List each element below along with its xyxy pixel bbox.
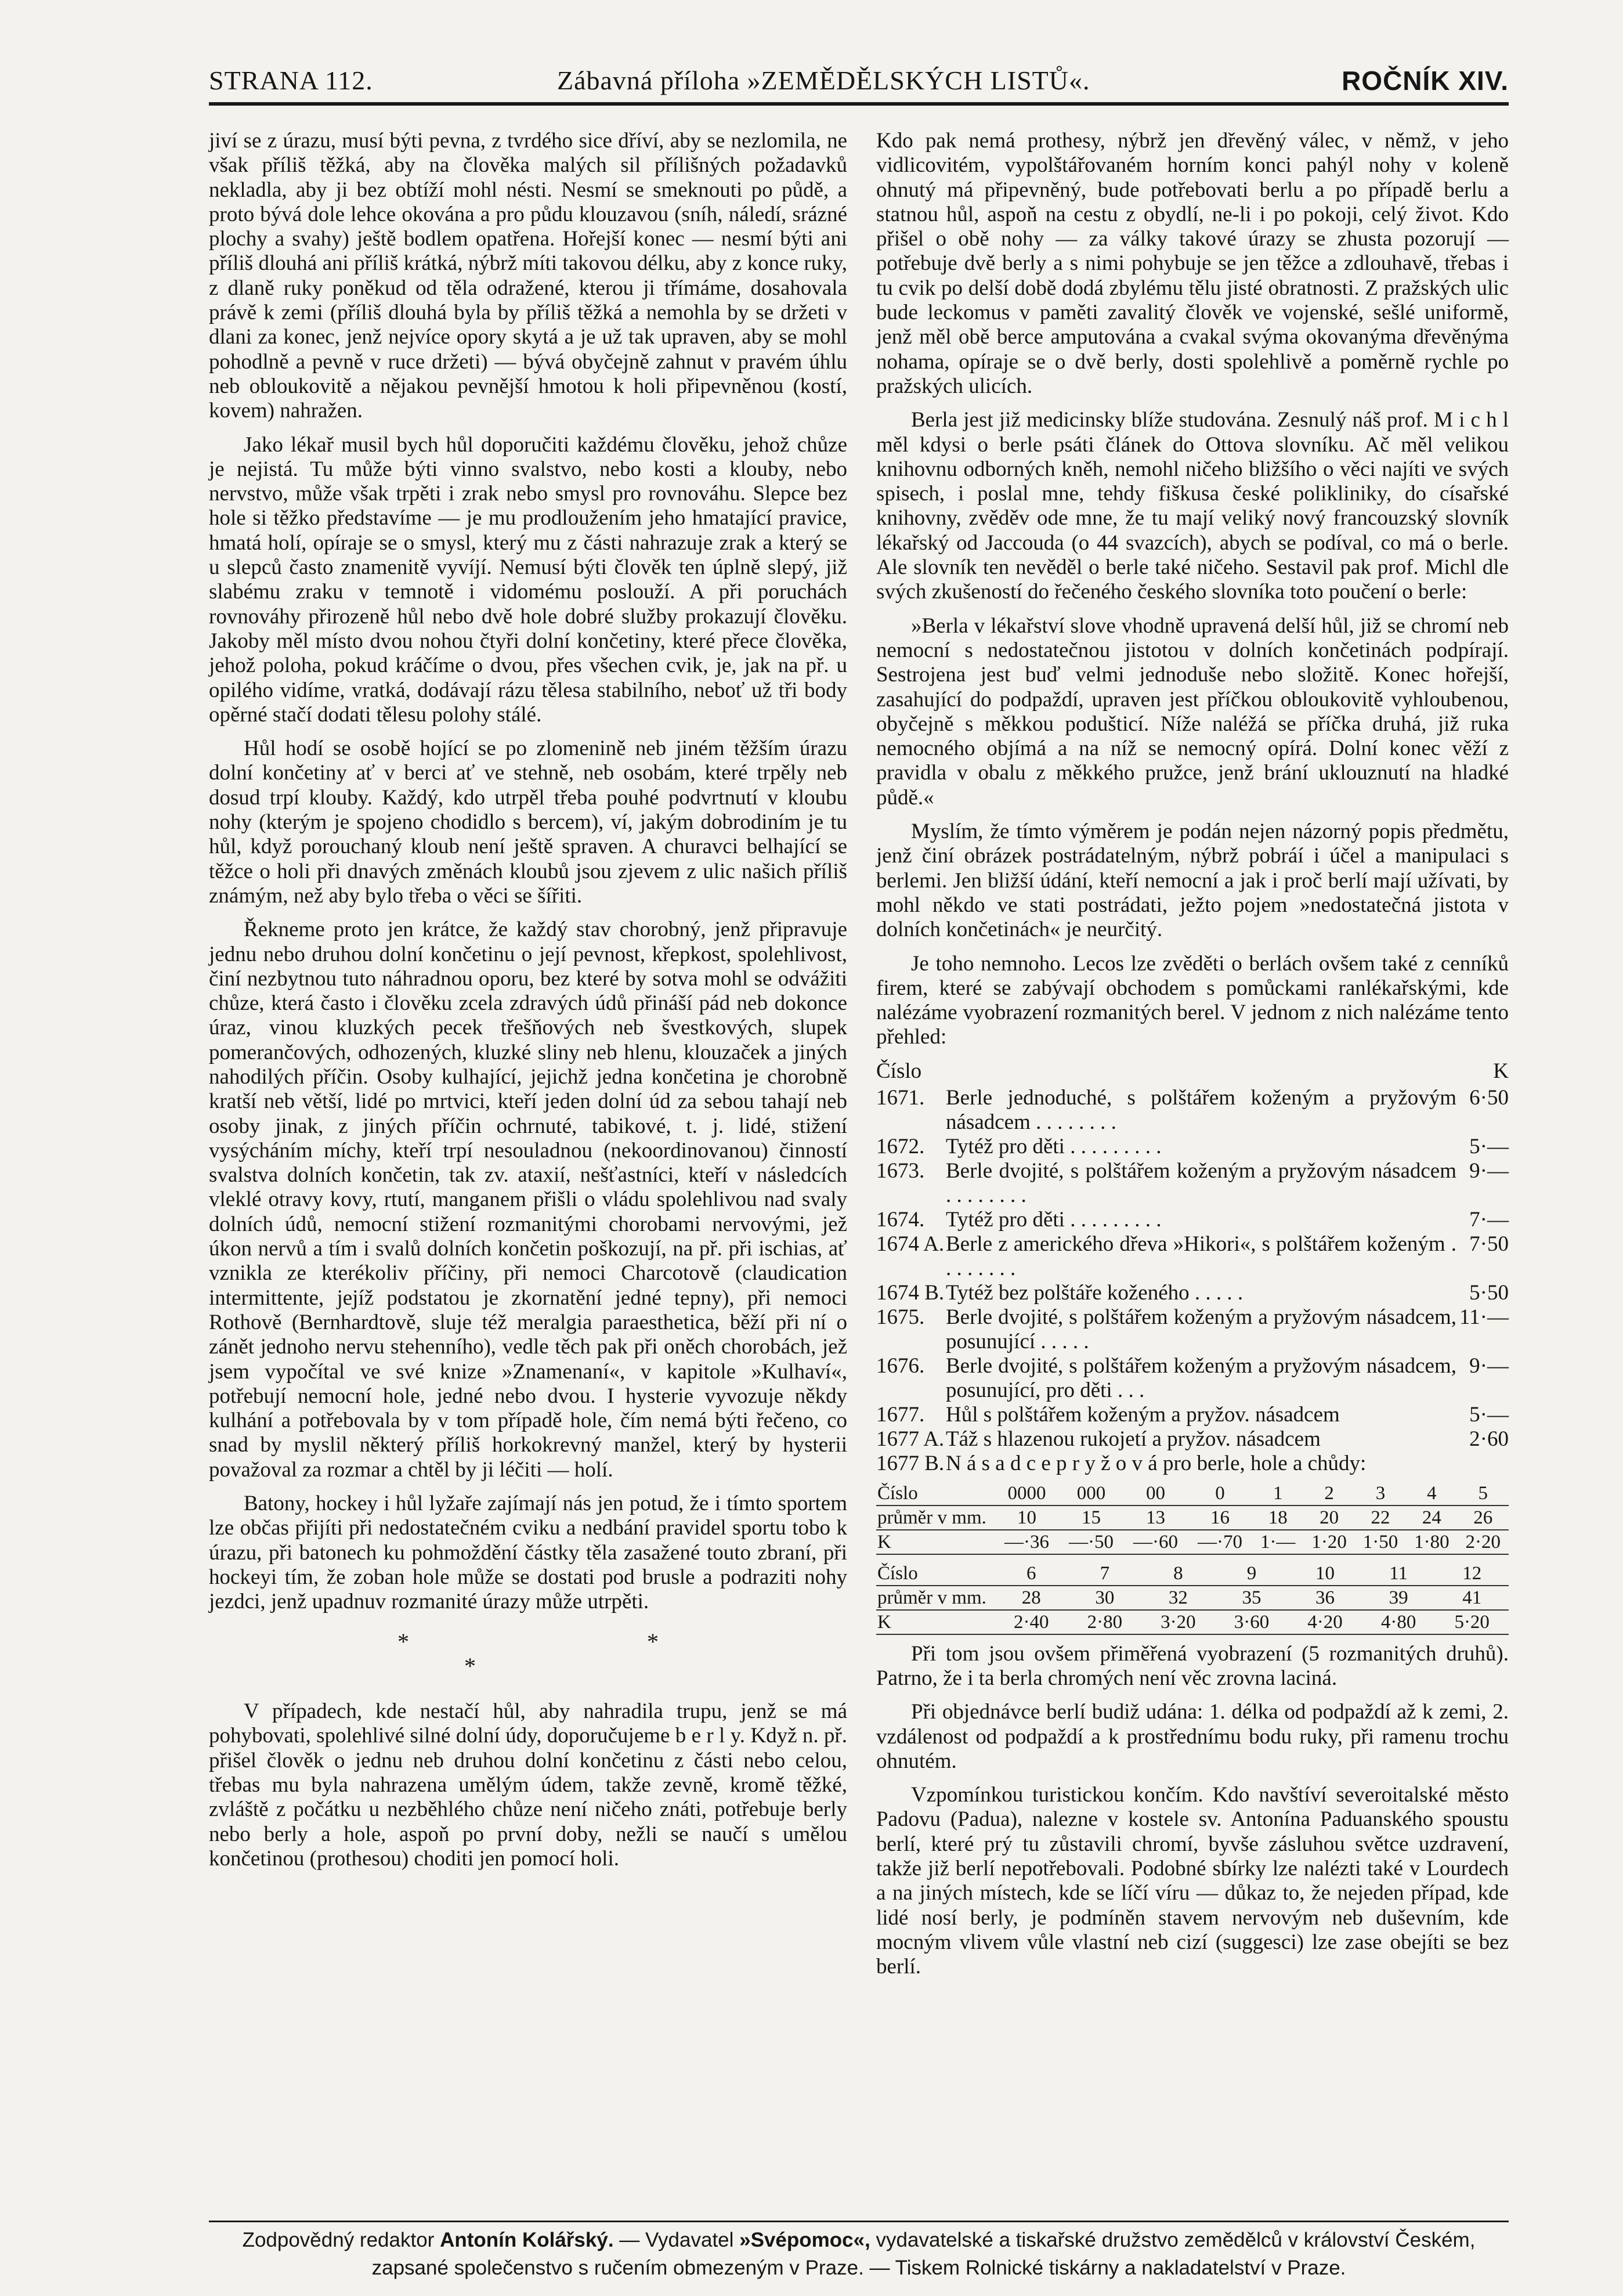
price-row (876, 1208, 1509, 1232)
price-list-header (876, 1059, 1509, 1086)
paragraph: Vzpomínkou turistickou končím. Kdo navštíví severoitalské město Padovu (Padua), nalezne v kostele sv. Antonína Paduanského spoustu berlí, které prý tu zůstavili chromí, byvše zásluhou světce uzdravení, takže již berlí nepotřebovali. Podobné sbírky lze nalézti také v Lourdech a na jiných místech, kde se líčí víru — důkaz to, že nejeden případ, kde lidé nosí berly, je podmíněn stavem nervovým neb duševním, kde mocným vlivem vůle vlastní neb cizí (suggesci) lze zase obejíti se bez berlí. (876, 1783, 1509, 1979)
item-price: 5·— (1469, 1402, 1509, 1427)
item-number: 1677 B. (876, 1451, 945, 1475)
item-price: 6·50 (1469, 1085, 1509, 1110)
price-row (876, 1305, 1509, 1354)
price-row (876, 1427, 1509, 1452)
publisher-name: »Svépomoc«, (739, 2229, 870, 2251)
item-number: 1671. (876, 1085, 925, 1110)
imprint-footer (209, 2226, 1509, 2282)
price-k-row: K —·36 —·50 —·60 —·70 1·— 1·20 1·50 1·80 2·20 (876, 1530, 1509, 1554)
paragraph: V případech, kde nestačí hůl, aby nahradila trupu, jenž se má pohybovati, spolehlivé silné dolní údy, doporučujeme b e r l y. Když n. př. přišel člověk o jednu neb druhou dolní končetinu z části nebo celou, třebas mu byla nahrazena umělým údem, takže zevně, kromě těžké, zvláště z počátku u nezběhlého chůze není ničeho znáti, potřebuje berly nebo berly a hole, aspoň po první doby, nežli se naučí s umělou končetinou (prothesou) choditi jen pomocí holi. (209, 1699, 847, 1871)
paragraph: Myslím, že tímto výměrem je podán nejen názorný popis předmětu, jenž činí obrázek postrádatelným, nýbrž pobráí i účel a manipulaci s berlemi. Jen bližší údání, kteří nemocní a jak i proč berlí mají užívati, by mohl někdo ve stati postrádati, ježto pojem »nedostatečná jistota v dolních končetinách« je neurčitý. (876, 820, 1509, 942)
footer-rule (209, 2221, 1509, 2222)
imprint-line-2: zapsané společenstvo s ručením obmezeným v Praze. — Tiskem Rolnické tiskárny a nakladatelství v Praze. (371, 2257, 1346, 2279)
price-row (876, 1281, 1509, 1305)
item-description: N á s a d c e p r y ž o v á pro berle, hole a chůdy: (946, 1451, 1367, 1475)
price-list (876, 1059, 1509, 1476)
paragraph: Hůl hodí se osobě hojící se po zlomenině neb jiném těžším úrazu dolní končetiny ať v berci ať ve stehně, neb osobám, které trpěly neb dosud trpí klouby. Každý, kdo utrpěl třeba pouhé podvrtnutí v kloubu nohy (kterým je spojeno chodidlo s bercem), ví, jakým dobrodiním je tu hůl, když porouchaný kloub není ještě spraven. A churavci belhající se těžce o holi při dnavých změnách kloubů jsou zjevem z ulic našich příliš známým, než aby bylo třeba o věci se šířiti. (209, 737, 847, 908)
diameter-row: průměr v mm. 28 30 32 35 36 39 41 (876, 1586, 1509, 1610)
paragraph: Berla jest již medicinsky blíže studována. Zesnulý náš prof. M i c h l měl kdysi o berle psáti článek do Ottova slovníku. Ač měl velikou knihovnu odborných kněh, nemohl ničeho bližšího o věci najíti ve svých spisech, i poslal mne, tehdy fiškusa české polikliniky, do císařské knihovny, zvěděv ode mne, že tu mají veliký nový francouzský slovník lékařský od Jaccouda (o 44 svazcích), abych se podíval, co má o berle. Ale slovník ten nevěděl o berle také ničeho. Sestavil pak prof. Michl dle svých zkušeností do řečeného českého slovníka toto poučení o berle: (876, 408, 1509, 604)
paragraph: Řekneme proto jen krátce, že každý stav chorobný, jenž připravuje jednu nebo druhou dolní končetinu o její pevnost, křepkost, spolehlivost, činí nezbytnou tuto náhradnou oporu, bez které by sotva mohl se odvážiti chůze, která často i člověku zcela zdravých údů přináší pád neb dokonce úraz, vinou kluzkých pecek třešňových neb švestkových, slupek pomerančových, odhozených, kluzké sliny neb hlenu, klouzaček a jiných nahodilých příčin. Osoby kulhající, jejichž jedna končetina je chorobně kratší neb větší, lidé po mrtvici, kteří jeden dolní úd za sebou tahají neb osoby jinak, z jiných příčin ochrnuté, tabikové, t. j. lidé, stižení vysýcháním míchy, kteří trpí nesouladnou (nekoordinovanou) činností svalstva dolních končetin, tak zv. ataxií, nešťastníci, kteří v následcích vleklé otravy kovy, rtutí, manganem přišli o vládu spolehlivou nad svaly dolních údů, nemocní stižení rozmanitými chorobami nervovými, jež úkon nervů a tím i svalů dolních končetin poškozují, na př. při ischias, ať vznikla ze kterékoliv příčiny, při nemoci Charcotově (claudication intermittente, jejíž podstatou je zkornatění jedné tepny), při nemoci Rothově (Bernhardtově, sluje též meralgia paraesthetica, běží při ní o zánět jednoho nervu stehenního), vedle těch pak při oněch chorobách, jež jsem vypočítal ve své knize »Znamenaní«, v kapitole »Kulhaví«, potřebují nemocní hole, jedné nebo dvou. I hysterie vyvozuje někdy kulhání a potřebovala by v tom případě hole, čím nemá býti řečeno, co snad by myslil některý příliš horkokrevný manžel, který by hysterii považoval za rozmar a chtěl by ji léčiti — holí. (209, 918, 847, 1482)
item-price: 9·— (1469, 1158, 1509, 1183)
size-number-row: Číslo 6 7 8 9 10 11 12 (876, 1562, 1509, 1586)
item-price: 2·60 (1469, 1427, 1509, 1451)
quoted-definition: »Berla v lékařství slove vhodně upravená delší hůl, již se chromí neb nemocní s nedostatečnou jistotou v dolních končetinách podpírají. Sestrojena jest buď velmi jednoduše nebo složitě. Konec hořejší, zasahující do podpaždí, upraven jest příčkou obloukovitě vyhloubenou, obyčejně s měkkou podušticí. Níže naléžá se příčka druhá, již ruka nemocného objímá a na níž se nemocný opírá. Dolní konec věží z pravidla v obalu z měkkého pružce, jenž brání uklouznutí na hladké půdě.« (876, 613, 1509, 810)
item-number: 1672. (876, 1134, 925, 1158)
imprint-line-1: Zodpovědný redaktor Antonín Kolářský. — Vydavatel »Svépomoc«, vydavatelské a tiskařské družstvo zemědělců v království Českém, (242, 2229, 1476, 2251)
item-number: 1676. (876, 1353, 925, 1378)
column-header-number: Číslo (876, 1059, 922, 1083)
paragraph: jiví se z úrazu, musí býti pevna, z tvrdého sice dříví, aby se nezlomila, ne však příliš těžká, aby na člověka malých sil přílišných požadavků nekladla, aby ji bez obtíží mohl nésti. Nesmí se smeknouti po půdě, a proto bývá dole lehce okována a pro půdu klouzavou (sníh, náledí, srázné plochy a svahy) ještě bodlem opatřena. Hořejší konec — nesmí býti ani příliš dlouhá ani příliš krátká, nýbrž míti takovou délku, aby z konce ruky, z dlaně ruky poněkud od těla odražené, kterou ji třímáme, dosahovala právě k zemi (příliš dlouhá byla by příliš těžká a nemohla by se držeti v dlani za konec, jenž nejvíce opory skytá a je už tak upraven, aby se mohl pohodlně a pevně v ruce držeti) — bývá obyčejně zahnut v pravém úhlu neb obloukovitě a nějakou pevnější hmotou k holi připevněnou (kostí, kovem) nahražen. (209, 129, 847, 423)
tip-size-table-2 (876, 1562, 1509, 1635)
item-number: 1674. (876, 1207, 925, 1232)
item-number: 1677 A. (876, 1427, 945, 1451)
paragraph: Kdo pak nemá prothesy, nýbrž jen dřevěný válec, v němž, v jeho vidlicovitém, vypolštářovaném horním konci pahýl nohy v koleně ohnutý má připevněný, bude potřebovati berlu a po případě berlu a statnou hůl, aspoň na cestu z obydlí, ne-li i po pokoji, celý život. Kdo přišel o obě nohy — za války takové úrazy se zhusta pozorují — potřebuje dvě berly a s nimi pohybuje se jen těžce a zdlouhavě, třebas i tu cvik po delší době dodá zbylému tělu jisté obratnosti. Z pražských ulic bude leckomus v paměti zavalitý člověk ve vojenské, sešlé uniformě, jenž měl obě berce amputována a cvakal svýma okovanýma dřevěnýma nohama, opíraje se o dvě berly, dosti spolehlivě a poměrně rychle po pražských ulicích. (876, 129, 1509, 398)
item-description: Hůl s polštářem koženým a pryžov. násadcem (946, 1402, 1340, 1427)
item-price: 5·50 (1469, 1280, 1509, 1305)
price-row (876, 1232, 1509, 1281)
item-description: Táž s hlazenou rukojetí a pryžov. násadcem (946, 1427, 1321, 1451)
editor-name: Antonín Kolářský. (440, 2229, 614, 2251)
section-separator: * * * (397, 1628, 775, 1679)
price-row (876, 1452, 1509, 1476)
header-rule (209, 102, 1509, 106)
item-description: Tytéž bez polštáře koženého . . . . . (946, 1280, 1244, 1305)
item-price: 7·— (1469, 1207, 1509, 1232)
page-header (209, 65, 1509, 101)
item-number: 1673. (876, 1158, 925, 1183)
paragraph: Batony, hockey i hůl lyžaře zajímají nás jen potud, že i tímto sportem lze občas přijíti při nedostatečném cviku a nedbání pravidel sportu tobo k úrazu, při batonech ku pohmoždění částky těla zasažené touto zbraní, při hockeyi tím, že zoban hole může se dostati pod brusle a podraziti nohy jezdci, jenž upadnuv rozmanité úrazy může utrpěti. (209, 1492, 847, 1614)
item-number: 1674 B. (876, 1280, 945, 1305)
item-price (1456, 1452, 1509, 1476)
paragraph: Při objednávce berlí budiž udána: 1. délka od podpaždí až k zemi, 2. vzdálenost od podpaždí a k prostřednímu bodu ruky, při ramenu trochu ohnutém. (876, 1700, 1509, 1773)
tip-size-table-1 (876, 1482, 1509, 1555)
item-price: 11·— (1459, 1305, 1509, 1329)
item-description: Berle dvojité, s polštářem koženým a pryžovým násadcem, posunující, pro děti . . . (946, 1353, 1456, 1402)
diameter-row: průměr v mm. 10 15 13 16 18 20 22 24 26 (876, 1506, 1509, 1530)
item-price: 9·— (1469, 1353, 1509, 1378)
price-row (876, 1086, 1509, 1135)
left-column (209, 129, 847, 1880)
price-k-row: K 2·40 2·80 3·20 3·60 4·20 4·80 5·20 (876, 1610, 1509, 1634)
item-price: 7·50 (1469, 1232, 1509, 1256)
paragraph: Při tom jsou ovšem přiměřená vyobrazení (5 rozmanitých druhů). Patrno, že i ta berla chromých není věc zrovna laciná. (876, 1641, 1509, 1690)
price-row (876, 1135, 1509, 1159)
item-description: Tytéž pro děti . . . . . . . . . (946, 1134, 1162, 1158)
item-number: 1674 A. (876, 1232, 945, 1256)
item-price: 5·— (1469, 1134, 1509, 1158)
paragraph: Je toho nemnoho. Lecos lze zvěděti o berlách ovšem také z cenníků firem, které se zabývají obchodem s pomůckami ranlékařskými, kde nalézáme vyobrazení rozmanitých berel. V jednom z nich nalézáme tento přehled: (876, 951, 1509, 1049)
item-description: Berle z amerického dřeva »Hikori«, s polštářem koženým . . . . . . . . (946, 1232, 1456, 1280)
size-number-row: Číslo 0000 000 00 0 1 2 3 4 5 (876, 1482, 1509, 1506)
price-row (876, 1403, 1509, 1427)
item-description: Tytéž pro děti . . . . . . . . . (946, 1207, 1162, 1232)
price-row (876, 1159, 1509, 1208)
item-number: 1675. (876, 1305, 925, 1329)
item-number: 1677. (876, 1402, 925, 1427)
item-description: Berle dvojité, s polštářem koženým a pryžovým násadcem, posunující . . . . . (946, 1305, 1456, 1353)
volume-label: ROČNÍK XIV. (1342, 66, 1509, 96)
right-column (876, 129, 1509, 1989)
page-number: STRANA 112. (209, 66, 373, 95)
supplement-title: Zábavná příloha »ZEMĚDĚLSKÝCH LISTŮ«. (557, 66, 1090, 95)
column-header-price: K (1493, 1059, 1509, 1083)
paragraph: Jako lékař musil bych hůl doporučiti každému člověku, jehož chůze je nejistá. Tu může býti vinno svalstvo, nebo kosti a klouby, nebo nervstvo, může však trpěti i zrak nebo smysl pro rovnováhu. Slepce bez hole si těžko představíme — je mu prodloužením jeho hmatající pravice, hmatá holí, opíraje se o smysl, který mu z části nahrazuje zrak a který se u slepců často znamenitě vyvíjí. Nemusí býti člověk ten úplně slepý, již slabému zraku v temnotě i vidomému poslouží. A při poruchách rovnováhy přirozeně hůl nebo dvě hole dobré služby prokazují člověku. Jakoby měl místo dvou nohou čtyři dolní končetiny, které přece člověka, jehož poloha, pokud kráčíme o dvou, přes všechen cvik, je, jak na př. u opilého vidíme, vratká, dodávají rázu tělesa stabilního, neboť už tři body opěrné stačí dodati tělesu polohy stálé. (209, 432, 847, 727)
item-description: Berle jednoduché, s polštářem koženým a pryžovým násadcem . . . . . . . . (946, 1085, 1456, 1134)
item-description: Berle dvojité, s polštářem koženým a pryžovým násadcem . . . . . . . . (946, 1158, 1456, 1207)
price-row (876, 1354, 1509, 1403)
